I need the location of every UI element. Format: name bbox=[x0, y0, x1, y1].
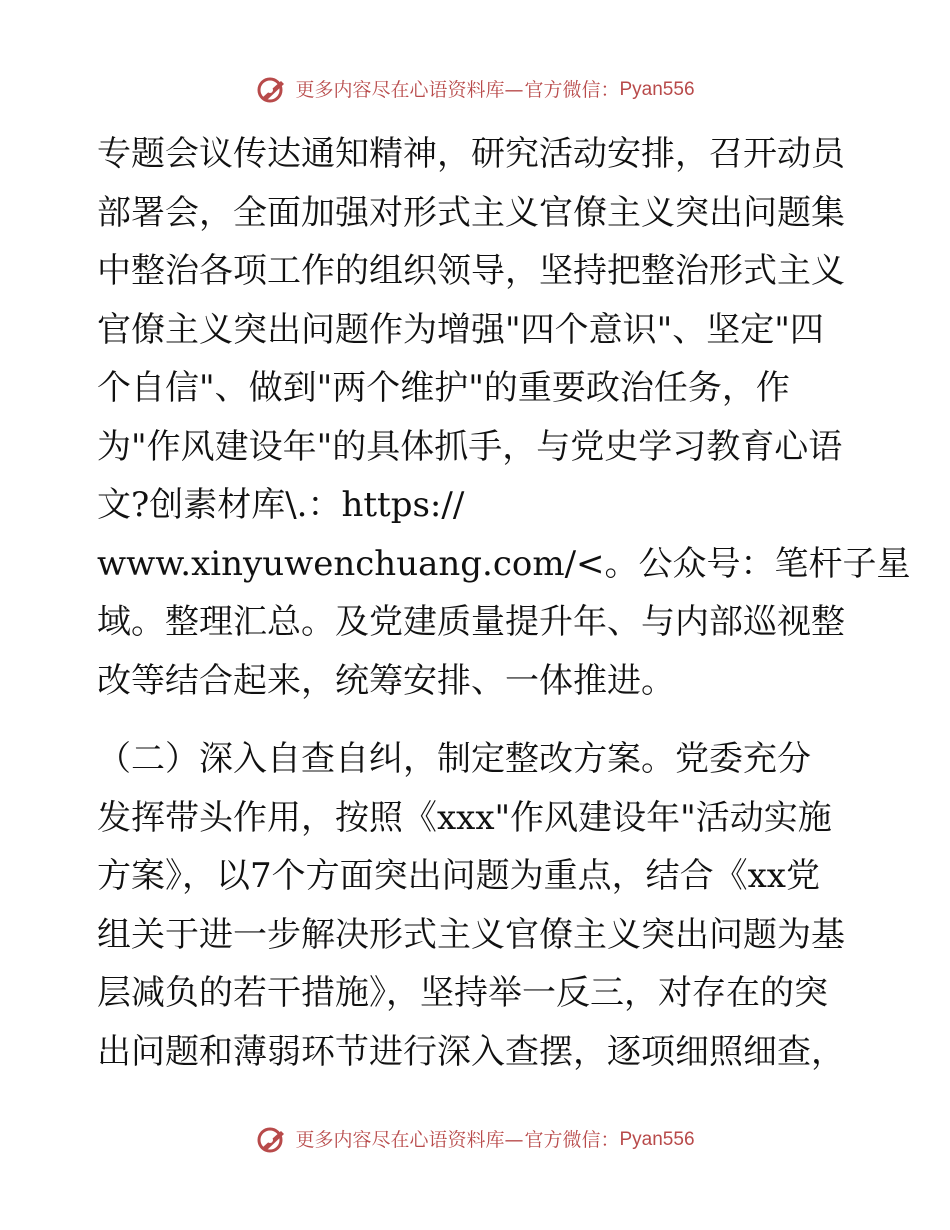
text-line: 方案》，以7个方面突出问题为重点，结合《xx党 bbox=[97, 856, 820, 896]
banner-wechat-label: 官方微信： bbox=[524, 79, 620, 101]
header-watermark-banner bbox=[0, 75, 950, 105]
text-line: 中整治各项工作的组织领导，坚持把整治形式主义 bbox=[97, 251, 845, 291]
text-line: 专题会议传达通知精神，研究活动安排，召开动员 bbox=[97, 134, 845, 174]
text-line: 出问题和薄弱环节进行深入查摆，逐项细照细查， bbox=[97, 1031, 845, 1072]
footer-watermark-banner bbox=[0, 1125, 950, 1155]
text-line: （二）深入自查自纠，制定整改方案。党委充分 bbox=[97, 739, 811, 779]
text-line: 改等结合起来，统筹安排、一体推进。 bbox=[97, 660, 675, 701]
banner-separator: — bbox=[504, 1129, 525, 1151]
paragraph-2 bbox=[97, 730, 857, 1081]
text-line: 文?创素材库\.：https:// bbox=[97, 485, 465, 525]
banner-wechat-id: Pyan556 bbox=[619, 1129, 695, 1150]
text-line: www.xinyuwenchuang.com/<。公众号：笔杆子星 bbox=[97, 543, 911, 584]
banner-text: 更多内容尽在心语资料库 bbox=[295, 1129, 505, 1151]
text-line: 发挥带头作用，按照《xxx"作风建设年"活动实施 bbox=[97, 797, 832, 838]
document-body bbox=[97, 125, 911, 1081]
text-line: 部署会，全面加强对形式主义官僚主义突出问题集 bbox=[97, 192, 845, 233]
text-line: 组关于进一步解决形式主义官僚主义突出问题为基 bbox=[97, 914, 845, 955]
paragraph-1 bbox=[97, 125, 911, 710]
pen-nib-logo-icon bbox=[255, 1125, 289, 1155]
banner-wechat-id: Pyan556 bbox=[619, 79, 695, 100]
text-line: 域。整理汇总。及党建质量提升年、与内部巡视整 bbox=[97, 602, 845, 642]
banner-separator: — bbox=[504, 79, 525, 101]
banner-text: 更多内容尽在心语资料库 bbox=[295, 79, 505, 101]
text-line: 个自信"、做到"两个维护"的重要政治任务，作 bbox=[97, 368, 790, 408]
pen-nib-logo-icon bbox=[255, 75, 289, 105]
text-line: 为"作风建设年"的具体抓手，与党史学习教育心语 bbox=[97, 426, 843, 467]
text-line: 层减负的若干措施》，坚持举一反三，对存在的突 bbox=[97, 973, 828, 1013]
text-line: 官僚主义突出问题作为增强"四个意识"、坚定"四 bbox=[97, 309, 824, 350]
banner-wechat-label: 官方微信： bbox=[524, 1129, 620, 1151]
